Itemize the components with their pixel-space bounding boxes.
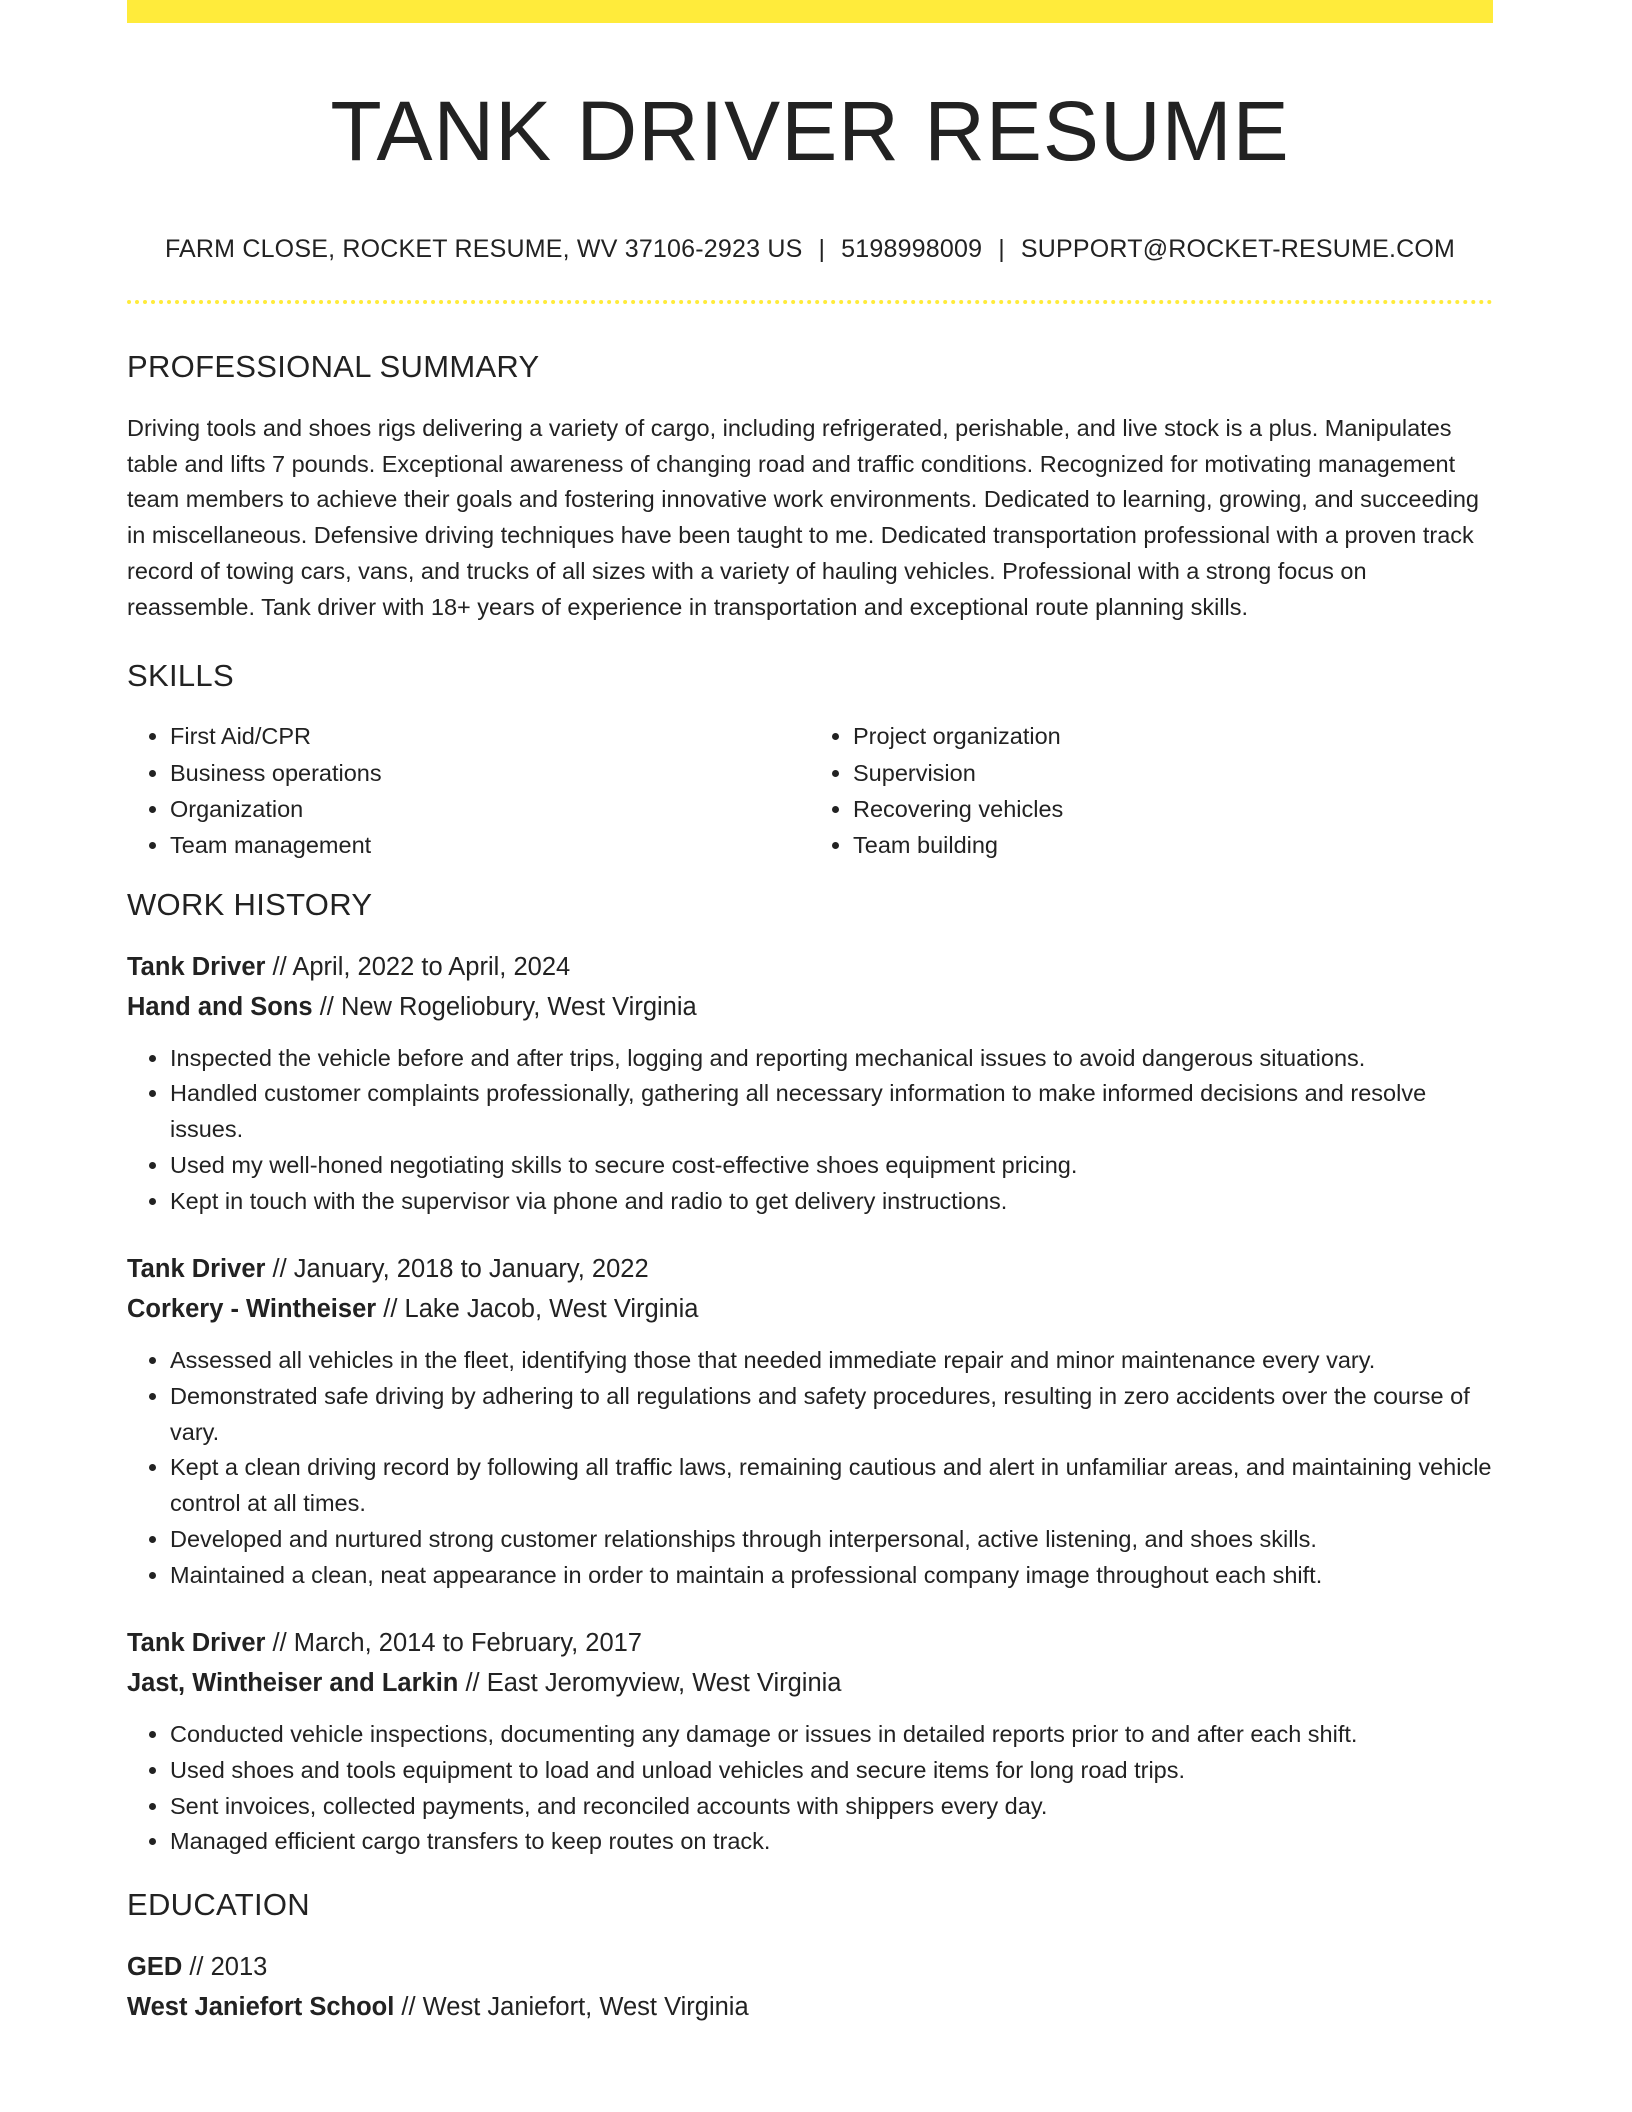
job-bullets <box>127 1041 1493 1220</box>
skills-heading: SKILLS <box>127 658 234 694</box>
job-bullet: • Developed and nurtured strong customer relationships through interpersonal, active listening, and shoes skills. <box>170 1522 1493 1558</box>
resume-title: TANK DRIVER RESUME <box>330 84 1290 178</box>
job-title: Tank Driver <box>127 1629 266 1658</box>
job-bullet: • Maintained a clean, neat appearance in order to maintain a professional company image throughout each shift. <box>170 1558 1493 1594</box>
job-divider: // <box>458 1669 487 1698</box>
skills-column-left <box>127 718 810 863</box>
job-bullet: • Assessed all vehicles in the fleet, identifying those that needed immediate repair and minor maintenance every vary. <box>170 1343 1493 1379</box>
skills-grid <box>127 718 1493 863</box>
skill-item: • Business operations <box>170 755 810 791</box>
work-history-heading: WORK HISTORY <box>127 886 373 922</box>
job-company-line <box>127 987 1493 1027</box>
job-bullet: • Kept in touch with the supervisor via phone and radio to get delivery instructions. <box>170 1184 1493 1220</box>
job-entry <box>127 947 1493 1220</box>
job-bullet: • Handled customer complaints professionally, gathering all necessary information to make informed decisions and resolve issues. <box>170 1076 1493 1147</box>
summary-heading: PROFESSIONAL SUMMARY <box>127 348 540 384</box>
job-title-line <box>127 1623 1493 1663</box>
job-company: Hand and Sons <box>127 992 313 1021</box>
job-bullet: • Demonstrated safe driving by adhering to all regulations and safety procedures, resulting in zero accidents over the course of vary. <box>170 1379 1493 1450</box>
resume-page <box>127 0 1493 2027</box>
dotted-divider <box>127 300 1493 304</box>
job-divider: // <box>265 1629 294 1658</box>
job-location: New Rogeliobury, West Virginia <box>340 992 697 1021</box>
top-accent-bar <box>127 0 1493 23</box>
skills-column-right <box>810 718 1493 863</box>
education-location: West Janiefort, West Virginia <box>422 1993 749 2022</box>
education-divider: // <box>394 1993 423 2022</box>
job-bullet: • Used my well-honed negotiating skills to secure cost-effective shoes equipment pricing. <box>170 1148 1493 1184</box>
education-divider: // <box>182 1953 211 1982</box>
contact-separator: | <box>998 234 1005 263</box>
skill-item: • Recovering vehicles <box>853 791 1493 827</box>
contact-email[interactable]: SUPPORT@ROCKET-RESUME.COM <box>1020 234 1456 263</box>
contact-separator: | <box>818 234 826 263</box>
job-location: East Jeromyview, West Virginia <box>486 1669 842 1698</box>
job-company: Corkery - Wintheiser <box>127 1295 377 1324</box>
job-company: Jast, Wintheiser and Larkin <box>127 1669 459 1698</box>
job-bullet: • Inspected the vehicle before and after trips, logging and reporting mechanical issues to avoid dangerous situations. <box>170 1041 1493 1077</box>
job-dates: April, 2022 to April, 2024 <box>292 952 571 981</box>
education-degree: GED <box>127 1953 183 1982</box>
job-bullet: • Kept a clean driving record by following all traffic laws, remaining cautious and alert in unfamiliar areas, and maintaining vehicle control at all times. <box>170 1450 1493 1521</box>
education-degree-line <box>127 1947 1493 1987</box>
job-title: Tank Driver <box>127 952 266 981</box>
skill-item: • Project organization <box>853 718 1493 754</box>
skill-item: • Organization <box>170 791 810 827</box>
contact-phone[interactable]: 5198998009 <box>841 234 983 263</box>
education-school-line <box>127 1987 1493 2027</box>
education-year: 2013 <box>210 1953 268 1982</box>
job-bullet: • Used shoes and tools equipment to load and unload vehicles and secure items for long road trips. <box>170 1753 1493 1789</box>
job-bullets <box>127 1717 1493 1860</box>
skill-item: • First Aid/CPR <box>170 718 810 754</box>
job-title-line <box>127 1249 1493 1289</box>
job-company-line <box>127 1663 1493 1703</box>
job-bullet: • Conducted vehicle inspections, documenting any damage or issues in detailed reports prior to and after each shift. <box>170 1717 1493 1753</box>
job-divider: // <box>265 952 293 981</box>
job-company-line <box>127 1289 1493 1329</box>
job-location: Lake Jacob, West Virginia <box>404 1295 699 1324</box>
skill-item: • Team management <box>170 827 810 863</box>
skill-item: • Team building <box>853 827 1493 863</box>
job-entry <box>127 1623 1493 1860</box>
job-entry <box>127 1249 1493 1593</box>
job-bullet: • Sent invoices, collected payments, and reconciled accounts with shippers every day. <box>170 1789 1493 1825</box>
education-heading: EDUCATION <box>127 1887 310 1923</box>
job-divider: // <box>376 1295 405 1324</box>
job-divider: // <box>312 992 341 1021</box>
job-title: Tank Driver <box>127 1255 266 1284</box>
contact-address: FARM CLOSE, ROCKET RESUME, WV 37106-2923 US <box>164 234 803 263</box>
job-divider: // <box>265 1255 294 1284</box>
job-dates: March, 2014 to February, 2017 <box>293 1629 642 1658</box>
skill-item: • Supervision <box>853 755 1493 791</box>
job-dates: January, 2018 to January, 2022 <box>293 1255 649 1284</box>
job-bullets <box>127 1343 1493 1593</box>
job-bullet: • Managed efficient cargo transfers to keep routes on track. <box>170 1824 1493 1860</box>
job-title-line <box>127 947 1493 987</box>
summary-text: Driving tools and shoes rigs delivering a variety of cargo, including refrigerated, perishable, and live stock is a plus. Manipulates table and lifts 7 pounds. Exceptional awareness of changing road and traffic conditions. Recognized for motivating management team members to achieve their goals and fostering innovative work environments. Dedicated to learning, growing, and succeeding in miscellaneous. Defensive driving techniques have been taught to me. Dedicated transportation professional with a proven track record of towing cars, vans, and trucks of all sizes with a variety of hauling vehicles. Professional with a strong focus on reassemble. Tank driver with 18+ years of experience in transportation and exceptional route planning skills. <box>127 414 1479 620</box>
contact-line <box>127 234 1493 264</box>
education-school: West Janiefort School <box>127 1993 395 2022</box>
